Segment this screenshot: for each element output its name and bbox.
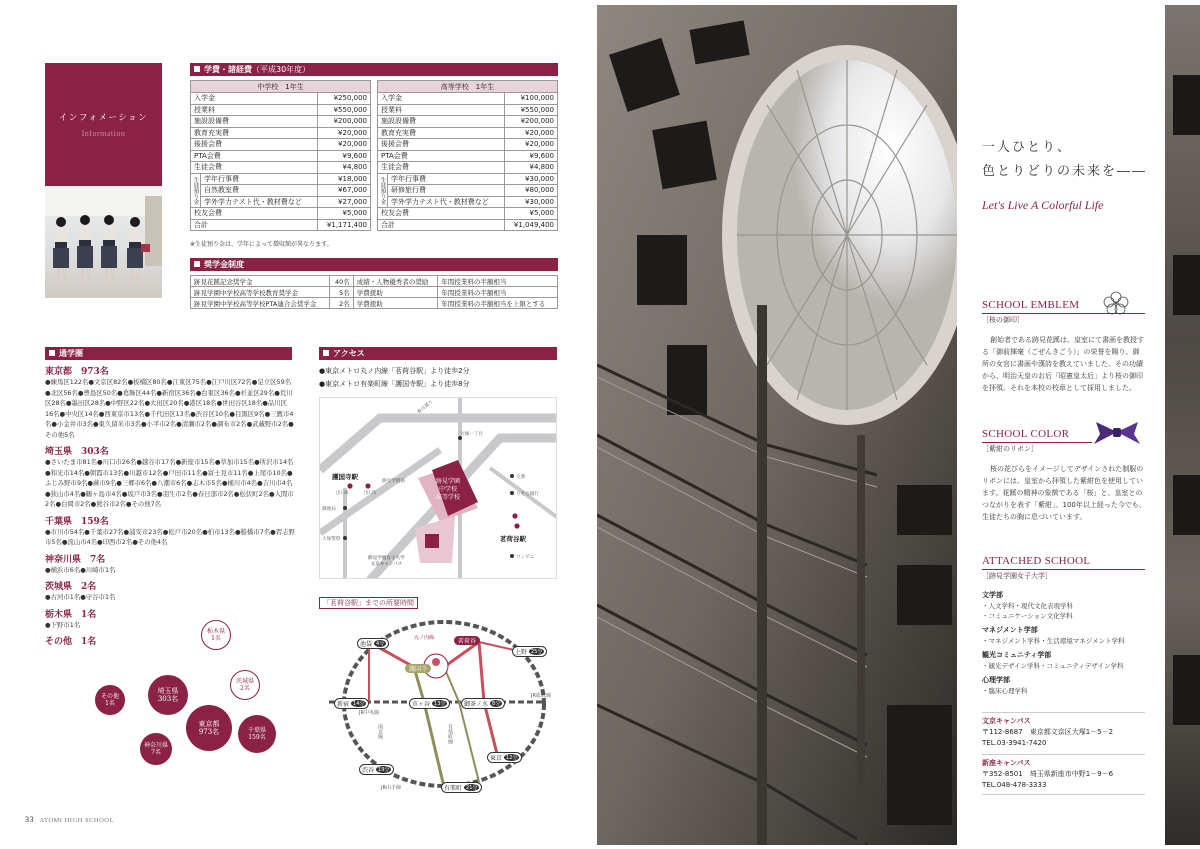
fee-row xyxy=(191,127,371,139)
route-yurakucho-line-label: 有楽町線 xyxy=(447,724,453,744)
department-list xyxy=(982,590,1152,696)
route-tokyo-time: 12分 xyxy=(506,755,518,761)
bubble-count: 7名 xyxy=(151,749,161,756)
map-school-label-1: 跡見学園 xyxy=(435,478,460,485)
route-ikebukuro-time: 4分 xyxy=(376,641,385,647)
department-name: 文学部 xyxy=(982,591,1003,599)
bubble-name: 神奈川県 xyxy=(143,741,168,749)
students-photo xyxy=(45,186,162,298)
fee-row xyxy=(378,127,558,139)
fee-row xyxy=(191,173,371,185)
fee-item: PTA会費 xyxy=(191,150,318,162)
campus-1-tel: TEL.03-3941-7420 xyxy=(982,739,1047,747)
emblem-heading: SCHOOL EMBLEM xyxy=(982,299,1080,311)
route-shinjuku-time: 14分 xyxy=(353,701,365,707)
fee-item: 研修旅行費 xyxy=(388,185,505,197)
fee-row xyxy=(191,185,371,197)
fee-row xyxy=(191,104,371,116)
fee-amount: ¥30,000 xyxy=(505,196,558,208)
department-item: ・マネジメント学科・生活環境マネジメント学科 xyxy=(982,637,1125,645)
scholarship-cell: 成績・人物優秀者の奨励 xyxy=(353,276,438,287)
campus-2 xyxy=(982,758,1113,791)
route-ochanomizu-box xyxy=(461,698,505,709)
bubble-name: 千葉県 xyxy=(247,726,266,734)
department-item: ・臨床心理学科 xyxy=(982,687,1028,695)
fee-item: 施設設備費 xyxy=(191,116,318,128)
fee-row xyxy=(378,173,558,185)
ribbon-icon xyxy=(1092,420,1142,448)
prefecture-bubble xyxy=(230,670,260,700)
information-title-jp: インフォメーション xyxy=(58,113,149,123)
fee-amount: ¥1,049,400 xyxy=(505,219,558,231)
fee-row xyxy=(191,208,371,220)
square-bullet-icon xyxy=(194,66,200,72)
route-shibuya: 渋谷 xyxy=(362,767,375,774)
prefecture-bubble xyxy=(238,715,276,753)
page-footer xyxy=(25,815,114,824)
route-ikebukuro: 池袋 xyxy=(360,641,373,648)
prefecture-bubble xyxy=(201,620,231,650)
route-gokokuji-box: 護国寺 xyxy=(405,664,431,673)
information-panel xyxy=(45,63,162,186)
fee-amount: ¥5,000 xyxy=(318,208,371,220)
fee-amount: ¥27,000 xyxy=(318,196,371,208)
route-ikebukuro-box xyxy=(357,638,389,649)
campus-1 xyxy=(982,716,1113,749)
color-heading: SCHOOL COLOR xyxy=(982,428,1070,440)
jh-fee-table xyxy=(190,80,371,231)
map-exit5-label: 出口5 xyxy=(364,491,377,496)
route-tokyo: 東京 xyxy=(490,755,503,762)
fee-item: 学年行事費 xyxy=(201,173,318,185)
scholarship-cell: 40名 xyxy=(330,276,353,287)
prefecture-cities: ●市川市54名●千葉市27名●浦安市23名●松戸市20名●柏市13名●船橋市7名●習志野市5名●流山市4名●印西市2名●その他4名 xyxy=(45,527,295,546)
fee-item: 学外学力テスト代・教材費など xyxy=(201,196,318,208)
fee-amount: ¥1,171,400 xyxy=(318,219,371,231)
atrium-photo xyxy=(597,5,957,845)
scholarship-table xyxy=(190,275,558,309)
right-edge-photo xyxy=(1165,5,1200,845)
campus-rule-1 xyxy=(982,712,1145,713)
map-post-label: 郵便局 xyxy=(322,507,336,512)
square-bullet-icon xyxy=(49,350,55,356)
fee-item: 後援会費 xyxy=(378,139,505,151)
route-ochanomizu: 御茶ノ水 xyxy=(464,701,489,708)
prefecture-name: 東京都 973名 xyxy=(45,367,109,377)
tagline-line-1: 一人ひとり、 xyxy=(982,140,1073,155)
scholarship-cell: 年間授業料の半額相当 xyxy=(438,287,558,298)
map-kasuga-label: 春日通り xyxy=(416,399,435,416)
bubble-count: 973名 xyxy=(198,728,220,736)
bubble-count: 303名 xyxy=(157,695,179,703)
fee-amount: ¥200,000 xyxy=(505,116,558,128)
fee-item: PTA会費 xyxy=(378,150,505,162)
access-heading-text: アクセス xyxy=(333,349,365,358)
fee-amount: ¥18,000 xyxy=(318,173,371,185)
fee-amount: ¥80,000 xyxy=(505,185,558,197)
scholarship-cell: 年間授業料の半額相当を上限とする xyxy=(438,298,558,309)
map-school-sign-label: 跡見学園前 xyxy=(382,479,405,484)
prefecture-name: 千葉県 159名 xyxy=(45,516,109,527)
fee-item: 学外学力テスト代・教材費など xyxy=(388,196,505,208)
scholarship-cell: 年間授業料の半額相当 xyxy=(438,276,558,287)
route-sobu-label: JR総武線 xyxy=(531,693,551,699)
scholarship-cell: 5名 xyxy=(330,287,353,298)
cherry-blossom-icon xyxy=(1098,291,1134,315)
department-name: マネジメント学部 xyxy=(982,626,1038,634)
fee-amount: ¥30,000 xyxy=(505,173,558,185)
jh-fee-title: 中学校 1年生 xyxy=(191,81,371,93)
prefecture-cities: ●横浜市6名●川崎市1名 xyxy=(45,565,116,574)
department-item: ・観光デザイン学科・コミュニティデザイン学科 xyxy=(982,662,1124,670)
map-konbini-label: コンビニ xyxy=(516,555,535,560)
scholarship-row xyxy=(191,287,558,298)
fee-row xyxy=(191,162,371,174)
campus-1-name: 文京キャンパス xyxy=(982,717,1031,725)
fee-item: 合計 xyxy=(378,219,505,231)
fee-item: 合計 xyxy=(191,219,318,231)
route-ueno: 上野 xyxy=(515,649,528,656)
fee-row xyxy=(378,116,558,128)
route-yamanote-label: JR山手線 xyxy=(381,785,401,791)
map-exit6-label: 出口6 xyxy=(336,491,349,496)
fee-amount: ¥5,000 xyxy=(505,208,558,220)
fee-item: 入学金 xyxy=(191,93,318,105)
prefecture-cities: ●さいたま市81名●川口市26名●越谷市17名●新座市15名●草加市15名●所沢市14名●和光市14名●朝霞市13名●川越市12名●戸田市11名●富士見市11名●上尾市10名●ふじみ野市9名●蕨市9名●三郷市6名●八潮市6名●志木市5名●桶川市4名●吉川市4名●狭山市4名●鶴ヶ島市4名●坂戸市3名●羽生市2名●春日部市2名●松伏町2名●入間市2名●白岡市2名●熊谷市2名●その他7名 xyxy=(45,458,294,508)
prefecture-cities: ●練馬区122名●文京区82名●板橋区80名●江東区75名●江戸川区72名●足立区59名●北区56名●豊島区50名●葛飾区44名●新宿区36名●台東区36名●杉並区29名●荒川区28名●墨田区28名●中野区22名●大田区20名●港区18名●世田谷区18名●品川区16名●中央区14名●西東京市13名●千代田区13名●渋谷区10名●目黒区9名●三鷹市4名●小金井市3名●東久留米市3名●小平市2名●清瀬市2名●調布市2名●武蔵野市2名●その他5名 xyxy=(45,378,294,439)
route-ochanomizu-time: 8分 xyxy=(492,701,501,707)
department-item: ・人文学科・現代文化表現学科 xyxy=(982,602,1073,610)
map-school-label-2: 中学校 xyxy=(438,486,457,493)
fee-row xyxy=(378,150,558,162)
prefecture-cities: ●古河市1名●守谷市1名 xyxy=(45,593,116,601)
route-ichigaya-time: 13分 xyxy=(434,701,446,707)
tagline-english: Let's Live A Colorful Life xyxy=(982,198,1104,212)
fee-item: 生徒会費 xyxy=(378,162,505,174)
prefecture-bubble xyxy=(148,675,188,715)
commute-section-heading xyxy=(45,347,292,360)
route-ueno-box xyxy=(512,646,547,657)
map-univ-label xyxy=(368,556,405,568)
fee-row xyxy=(378,93,558,105)
fee-item: 施設設備費 xyxy=(378,116,505,128)
fees-heading-text: 学費・諸経費 xyxy=(204,65,252,74)
scholarship-cell: 跡見花蹊記念奨学金 xyxy=(191,276,330,287)
scholarship-cell: 跡見学園中学校高等学校教育奨学金 xyxy=(191,287,330,298)
route-yurakucho: 有楽町 xyxy=(444,785,463,792)
map-myogadani-label: 茗荷谷駅 xyxy=(500,535,526,543)
tagline-line-2: 色とりどりの未来を―― xyxy=(982,164,1148,179)
fee-group-label: 生徒預り金 xyxy=(378,173,388,208)
bubble-count: 159名 xyxy=(248,734,266,741)
fee-item: 自然教室費 xyxy=(201,185,318,197)
fee-item: 教育充実費 xyxy=(378,127,505,139)
fee-item: 授業料 xyxy=(378,104,505,116)
bubble-count: 2名 xyxy=(240,685,250,692)
page-number: 33 xyxy=(25,815,34,824)
fee-row xyxy=(191,139,371,151)
fee-item: 後援会費 xyxy=(191,139,318,151)
access-map xyxy=(319,397,557,579)
fee-row xyxy=(378,196,558,208)
color-rule xyxy=(982,442,1092,443)
color-body: 桜の花びらをイメージしてデザインされた制服のリボンには、皇室から拝領した紫紺色を使用しています。花蹊の精神の象徴である「桜」と、皇室とのつながりを表す「紫紺」。100年以上経った今でも、生徒たちの胸に息づいています。 xyxy=(982,465,1146,521)
fee-amount: ¥20,000 xyxy=(505,127,558,139)
fee-amount: ¥550,000 xyxy=(505,104,558,116)
access-line-1: ●東京メトロ丸ノ内線「茗荷谷駅」より徒歩2分 xyxy=(319,367,470,375)
map-univ-label-2: 文京キャンパス xyxy=(370,562,403,567)
fees-section-heading xyxy=(190,63,558,76)
emblem-body: 創始者である跡見花蹊は、皇室にて書画を教授する「御前揮毫（ごぜんきごう）」の栄誉を賜り、御所の女官に書画や漢詩を教えていました。その功績から、明治天皇のお后「昭憲皇太后」より桜の御印を拝領。それを本校の校章として採用しました。 xyxy=(982,336,1144,392)
fee-row xyxy=(378,219,558,231)
fee-item: 生徒会費 xyxy=(191,162,318,174)
map-bank-label: りそな銀行 xyxy=(516,492,539,497)
scholarship-heading-text: 奨学金制度 xyxy=(204,260,244,269)
fee-item: 学年行事費 xyxy=(388,173,505,185)
map-gokokuji-label: 護国寺駅 xyxy=(332,473,358,481)
bubble-count: 1名 xyxy=(211,635,221,642)
scholarship-cell: 2名 xyxy=(330,298,353,309)
prefecture-name: その他 1名 xyxy=(45,637,97,647)
emblem-rule xyxy=(982,313,1145,314)
scholarship-row xyxy=(191,298,558,309)
fee-row xyxy=(378,139,558,151)
fee-item: 授業料 xyxy=(191,104,318,116)
fee-row xyxy=(191,93,371,105)
campus-1-address: 〒112-8687 東京都文京区大塚1－5－2 xyxy=(982,728,1114,736)
route-yurakucho-box xyxy=(441,782,482,793)
fee-row xyxy=(191,116,371,128)
campus-2-name: 新座キャンパス xyxy=(982,759,1031,767)
color-sub: ［紫紺のリボン］ xyxy=(982,445,1038,453)
prefecture-cities: ●下野市1名 xyxy=(45,620,81,629)
hs-fee-title: 高等学校 1年生 xyxy=(378,81,558,93)
fee-row xyxy=(378,104,558,116)
route-shinjuku-box xyxy=(334,698,369,709)
bubble-name: 茨城県 xyxy=(235,677,254,685)
route-myogadani-box: 茗荷谷 xyxy=(454,636,480,645)
fee-amount: ¥4,800 xyxy=(505,162,558,174)
prefecture-name: 茨城県 2名 xyxy=(45,582,97,592)
prefecture-bubbles xyxy=(90,620,290,780)
fees-note: ※生徒預り金は、学年によって徴収額が異なります。 xyxy=(190,241,333,248)
route-chuo-label: JR中央線 xyxy=(359,710,379,716)
fees-heading-note: （平成30年度） xyxy=(252,65,311,74)
hs-fee-table xyxy=(377,80,558,231)
route-shibuya-box xyxy=(359,764,394,775)
fee-row xyxy=(191,150,371,162)
prefecture-bubble xyxy=(140,733,172,765)
bubble-name: 東京都 xyxy=(198,719,220,728)
route-shibuya-time: 19分 xyxy=(378,767,390,773)
scholarship-row xyxy=(191,276,558,287)
attached-sub: ［跡見学園女子大学］ xyxy=(982,572,1052,580)
emblem-sub: ［桜の御印］ xyxy=(982,316,1024,324)
route-ueno-time: 25分 xyxy=(531,649,543,655)
map-univ-label-1: 跡見学園女子大学 xyxy=(368,556,405,561)
fee-row xyxy=(378,208,558,220)
bubble-name: 栃木県 xyxy=(206,627,225,635)
campus-2-address: 〒352-8501 埼玉県新座市中野1－9－6 xyxy=(982,770,1114,778)
fee-amount: ¥67,000 xyxy=(318,185,371,197)
fee-amount: ¥550,000 xyxy=(318,104,371,116)
fee-item: 入学金 xyxy=(378,93,505,105)
route-time-heading: 「茗荷谷駅」までの所要時間 xyxy=(319,597,418,609)
map-police-label: 大塚警察 xyxy=(322,537,341,542)
prefecture-bubble xyxy=(95,685,125,715)
square-bullet-icon xyxy=(323,350,329,356)
attached-heading: ATTACHED SCHOOL xyxy=(982,555,1091,567)
department-item: ・コミュニケーション文化学科 xyxy=(982,612,1073,620)
fee-amount: ¥100,000 xyxy=(505,93,558,105)
fee-item: 校友会費 xyxy=(378,208,505,220)
access-line-2: ●東京メトロ有楽町線「護国寺駅」より徒歩8分 xyxy=(319,380,470,388)
scholarship-cell: 跡見学園中学校高等学校PTA連合会奨学金 xyxy=(191,298,330,309)
map-school-label-3: 高等学校 xyxy=(435,494,460,501)
fee-amount: ¥20,000 xyxy=(318,139,371,151)
route-yurakucho-time: 21分 xyxy=(466,785,478,791)
bubble-name: その他 xyxy=(100,692,119,700)
fee-row xyxy=(378,162,558,174)
information-title-en: Information xyxy=(81,129,126,138)
attached-rule xyxy=(982,569,1145,570)
prefecture-bubble xyxy=(186,705,232,751)
fee-row xyxy=(191,219,371,231)
fee-amount: ¥4,800 xyxy=(318,162,371,174)
route-ichigaya-box xyxy=(409,698,450,709)
route-shinjuku: 新宿 xyxy=(337,701,350,708)
route-diagram xyxy=(319,612,557,797)
fee-row xyxy=(191,196,371,208)
fee-amount: ¥200,000 xyxy=(318,116,371,128)
access-section-heading xyxy=(319,347,557,360)
prefecture-name: 神奈川県 7名 xyxy=(45,554,106,565)
commute-list xyxy=(45,364,295,647)
bubble-name: 埼玉県 xyxy=(157,686,179,695)
route-namboku-label: 南北線 xyxy=(377,724,383,739)
fee-group-label: 生徒預り金 xyxy=(191,173,201,208)
fee-item: 教育充実費 xyxy=(191,127,318,139)
fee-row xyxy=(378,185,558,197)
department-name: 心理学部 xyxy=(982,676,1010,684)
fee-amount: ¥9,600 xyxy=(505,150,558,162)
campus-2-tel: TEL.048-478-3333 xyxy=(982,781,1047,789)
scholarship-cell: 学費援助 xyxy=(353,287,438,298)
department-name: 観光コミュニティ学部 xyxy=(982,651,1052,659)
campus-rule-3 xyxy=(982,794,1145,795)
map-koban-label: 交番 xyxy=(516,475,526,480)
footer-school: ATOMI HIGH SCHOOL xyxy=(39,817,114,824)
fee-amount: ¥20,000 xyxy=(505,139,558,151)
fee-amount: ¥250,000 xyxy=(318,93,371,105)
bubble-count: 1名 xyxy=(105,700,115,707)
fee-amount: ¥20,000 xyxy=(318,127,371,139)
fee-amount: ¥9,600 xyxy=(318,150,371,162)
commute-heading-text: 通学圏 xyxy=(59,349,83,358)
prefecture-name: 埼玉県 303名 xyxy=(45,447,109,457)
route-ichigaya: 市ヶ谷 xyxy=(412,701,431,708)
fee-item: 校友会費 xyxy=(191,208,318,220)
scholarship-cell: 学費援助 xyxy=(353,298,438,309)
route-marunouchi-label: 丸ノ内線 xyxy=(414,635,435,641)
campus-rule-2 xyxy=(982,754,1145,755)
map-otsuka-label: 大塚一丁目 xyxy=(460,432,483,437)
square-bullet-icon xyxy=(194,261,200,267)
scholarship-section-heading xyxy=(190,258,558,271)
route-tokyo-box xyxy=(487,752,522,763)
map-school-label xyxy=(428,478,468,502)
prefecture-name: 栃木県 1名 xyxy=(45,609,97,620)
